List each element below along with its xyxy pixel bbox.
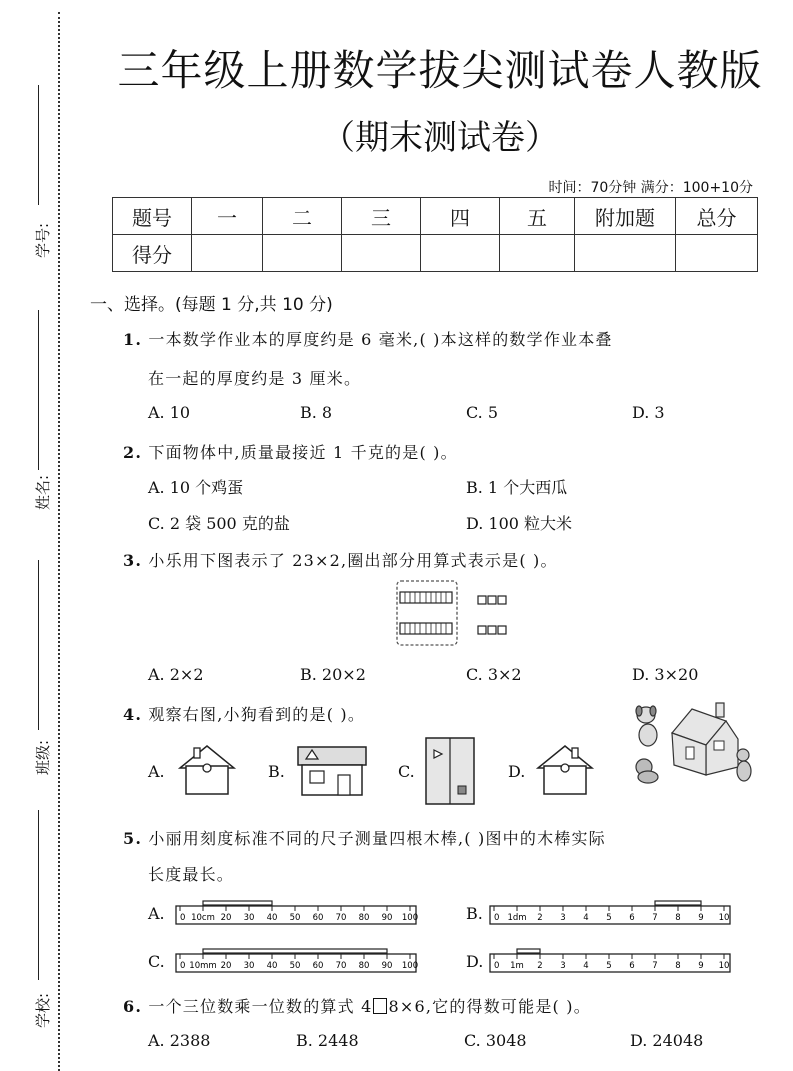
q4-option-d-house-front-view xyxy=(534,742,596,798)
score-cell[interactable] xyxy=(263,235,342,272)
q5-ruler-a xyxy=(174,896,418,930)
q6-option-b[interactable]: B. 2448 xyxy=(296,1031,359,1050)
score-cell[interactable] xyxy=(676,235,758,272)
q1-option-d[interactable]: D. 3 xyxy=(632,403,665,422)
q4-option-c-house-top-view xyxy=(422,736,478,806)
score-header-cell: 五 xyxy=(500,198,575,235)
ruler-tick-label: 30 xyxy=(243,913,255,923)
ruler-tick-label: 3 xyxy=(560,961,566,971)
ruler-tick-label: 5 xyxy=(606,961,612,971)
question-5-text: 小丽用刻度标准不同的尺子测量四根木棒,( )图中的木棒实际 xyxy=(148,829,606,848)
score-table-score-row xyxy=(113,235,758,272)
question-4-line xyxy=(123,702,365,725)
question-6-number: 6. xyxy=(123,997,143,1016)
ruler-tick-label: 70 xyxy=(335,913,347,923)
question-1-number: 1. xyxy=(123,330,143,349)
ruler-tick-label: 4 xyxy=(583,961,589,971)
time-info: 时间：70分钟 满分：100+10分 xyxy=(548,180,753,196)
ruler-tick-label: 8 xyxy=(675,913,681,923)
score-row-label: 得分 xyxy=(113,235,192,272)
ruler-tick-label: 5 xyxy=(606,913,612,923)
ruler-tick-label: 100 xyxy=(401,961,418,971)
ruler-tick-label: 4 xyxy=(583,913,589,923)
score-header-cell: 题号 xyxy=(113,198,192,235)
ruler-tick-label: 6 xyxy=(629,913,635,923)
ruler-tick-label: 20 xyxy=(220,913,232,923)
q6-option-a[interactable]: A. 2388 xyxy=(148,1031,211,1050)
question-3-line xyxy=(123,548,558,571)
q3-option-b[interactable]: B. 20×2 xyxy=(300,665,366,684)
q1-option-b[interactable]: B. 8 xyxy=(300,403,333,422)
q4-scene-house-dog-cat xyxy=(630,695,760,787)
q5-option-b[interactable]: B. xyxy=(466,904,483,923)
class-label: 班级: xyxy=(34,739,52,775)
q5-ruler-c xyxy=(174,944,418,978)
q5-option-a[interactable]: A. xyxy=(148,904,165,923)
score-table xyxy=(112,197,758,272)
q2-option-d[interactable]: D. 100 粒大米 xyxy=(466,514,573,533)
question-6-text-after: 8×6,它的得数可能是( )。 xyxy=(388,997,591,1016)
question-4-number: 4. xyxy=(123,705,143,724)
score-header-cell: 附加题 xyxy=(575,198,676,235)
q3-place-value-blocks-figure xyxy=(390,578,520,650)
q3-option-c[interactable]: C. 3×2 xyxy=(466,665,522,684)
score-cell[interactable] xyxy=(421,235,500,272)
ruler-tick-label: 50 xyxy=(289,961,301,971)
question-5-number: 5. xyxy=(123,829,143,848)
ruler-tick-label: 40 xyxy=(266,913,278,923)
question-2-line xyxy=(123,440,458,463)
ruler-tick-label: 60 xyxy=(312,961,324,971)
ruler-tick-label: 90 xyxy=(381,961,393,971)
binding-margin-dotted-line xyxy=(58,12,60,1071)
ruler-tick-label: 2 xyxy=(537,913,543,923)
ruler-tick-label: 10mm xyxy=(189,961,217,971)
score-header-cell: 二 xyxy=(263,198,342,235)
q3-option-a[interactable]: A. 2×2 xyxy=(148,665,204,684)
ruler-tick-label: 30 xyxy=(243,961,255,971)
q1-option-a[interactable]: A. 10 xyxy=(148,403,191,422)
ruler-tick-label: 20 xyxy=(220,961,232,971)
ruler-tick-label: 0 xyxy=(180,961,186,971)
ruler-tick-label: 10 xyxy=(718,913,730,923)
question-3-number: 3. xyxy=(123,551,143,570)
page-title: 三年级上册数学拔尖测试卷人教版 xyxy=(117,46,763,95)
q4-option-a-house-front-view xyxy=(176,742,238,798)
question-4-text: 观察右图,小狗看到的是( )。 xyxy=(148,705,366,724)
question-5-line-1 xyxy=(123,826,606,849)
question-1-line-1 xyxy=(123,327,613,350)
question-3-text: 小乐用下图表示了 23×2,圈出部分用算式表示是( )。 xyxy=(148,551,558,570)
q2-option-a[interactable]: A. 10 个鸡蛋 xyxy=(148,478,244,497)
question-6-text-before: 一个三位数乘一位数的算式 4 xyxy=(148,997,373,1016)
ruler-tick-label: 50 xyxy=(289,913,301,923)
ruler-tick-label: 2 xyxy=(537,961,543,971)
q6-option-d[interactable]: D. 24048 xyxy=(630,1031,704,1050)
name-label: 姓名: xyxy=(34,474,52,510)
question-2-number: 2. xyxy=(123,443,143,462)
ruler-tick-label: 80 xyxy=(358,961,370,971)
ruler-tick-label: 10 xyxy=(718,961,730,971)
question-2-text: 下面物体中,质量最接近 1 千克的是( )。 xyxy=(148,443,458,462)
wooden-stick xyxy=(655,901,701,905)
q4-option-b[interactable]: B. xyxy=(268,762,285,781)
ruler-tick-label: 1m xyxy=(510,961,524,971)
wooden-stick xyxy=(203,949,387,953)
page-subtitle: （期末测试卷） xyxy=(321,118,559,158)
section-1-heading: 一、选择。(每题 1 分,共 10 分) xyxy=(90,295,333,315)
ruler-tick-label: 60 xyxy=(312,913,324,923)
ruler-tick-label: 7 xyxy=(652,961,658,971)
school-label: 学校: xyxy=(34,992,52,1028)
q4-option-b-house-side-view xyxy=(294,745,370,799)
question-5-line-2: 长度最长。 xyxy=(148,865,235,884)
score-header-cell: 总分 xyxy=(676,198,758,235)
question-1-line-2: 在一起的厚度约是 3 厘米。 xyxy=(148,369,362,388)
q5-option-d[interactable]: D. xyxy=(466,952,484,971)
ruler-tick-label: 9 xyxy=(698,913,704,923)
ruler-tick-label: 0 xyxy=(180,913,186,923)
q2-option-c[interactable]: C. 2 袋 500 克的盐 xyxy=(148,514,290,533)
score-cell[interactable] xyxy=(500,235,575,272)
score-cell[interactable] xyxy=(192,235,263,272)
ruler-tick-label: 100 xyxy=(401,913,418,923)
q5-ruler-b xyxy=(488,896,732,930)
score-cell[interactable] xyxy=(342,235,421,272)
q5-ruler-d xyxy=(488,944,732,978)
score-table-header-row xyxy=(113,198,758,235)
q2-option-b[interactable]: B. 1 个大西瓜 xyxy=(466,478,568,497)
student-number-label: 学号: xyxy=(34,222,52,258)
ruler-tick-label: 40 xyxy=(266,961,278,971)
wooden-stick xyxy=(203,901,272,905)
q1-option-c[interactable]: C. 5 xyxy=(466,403,499,422)
ruler-tick-label: 7 xyxy=(652,913,658,923)
ruler-tick-label: 8 xyxy=(675,961,681,971)
q4-option-d[interactable]: D. xyxy=(508,762,526,781)
blank-box[interactable] xyxy=(373,998,387,1014)
ruler-tick-label: 1dm xyxy=(507,913,527,923)
question-1-text: 一本数学作业本的厚度约是 6 毫米,( )本这样的数学作业本叠 xyxy=(148,330,613,349)
q3-option-d[interactable]: D. 3×20 xyxy=(632,665,699,684)
q4-option-c[interactable]: C. xyxy=(398,762,415,781)
q4-option-a[interactable]: A. xyxy=(148,762,165,781)
question-6-line xyxy=(123,994,591,1017)
score-header-cell: 四 xyxy=(421,198,500,235)
ruler-tick-label: 0 xyxy=(494,913,500,923)
ruler-tick-label: 6 xyxy=(629,961,635,971)
wooden-stick xyxy=(517,949,540,953)
ruler-tick-label: 70 xyxy=(335,961,347,971)
q6-option-c[interactable]: C. 3048 xyxy=(464,1031,527,1050)
ruler-tick-label: 90 xyxy=(381,913,393,923)
ruler-tick-label: 0 xyxy=(494,961,500,971)
ruler-tick-label: 80 xyxy=(358,913,370,923)
score-cell[interactable] xyxy=(575,235,676,272)
dog-icon xyxy=(636,706,657,746)
score-header-cell: 三 xyxy=(342,198,421,235)
score-header-cell: 一 xyxy=(192,198,263,235)
q5-option-c[interactable]: C. xyxy=(148,952,165,971)
ruler-tick-label: 9 xyxy=(698,961,704,971)
ruler-tick-label: 3 xyxy=(560,913,566,923)
ruler-tick-label: 10cm xyxy=(191,913,215,923)
